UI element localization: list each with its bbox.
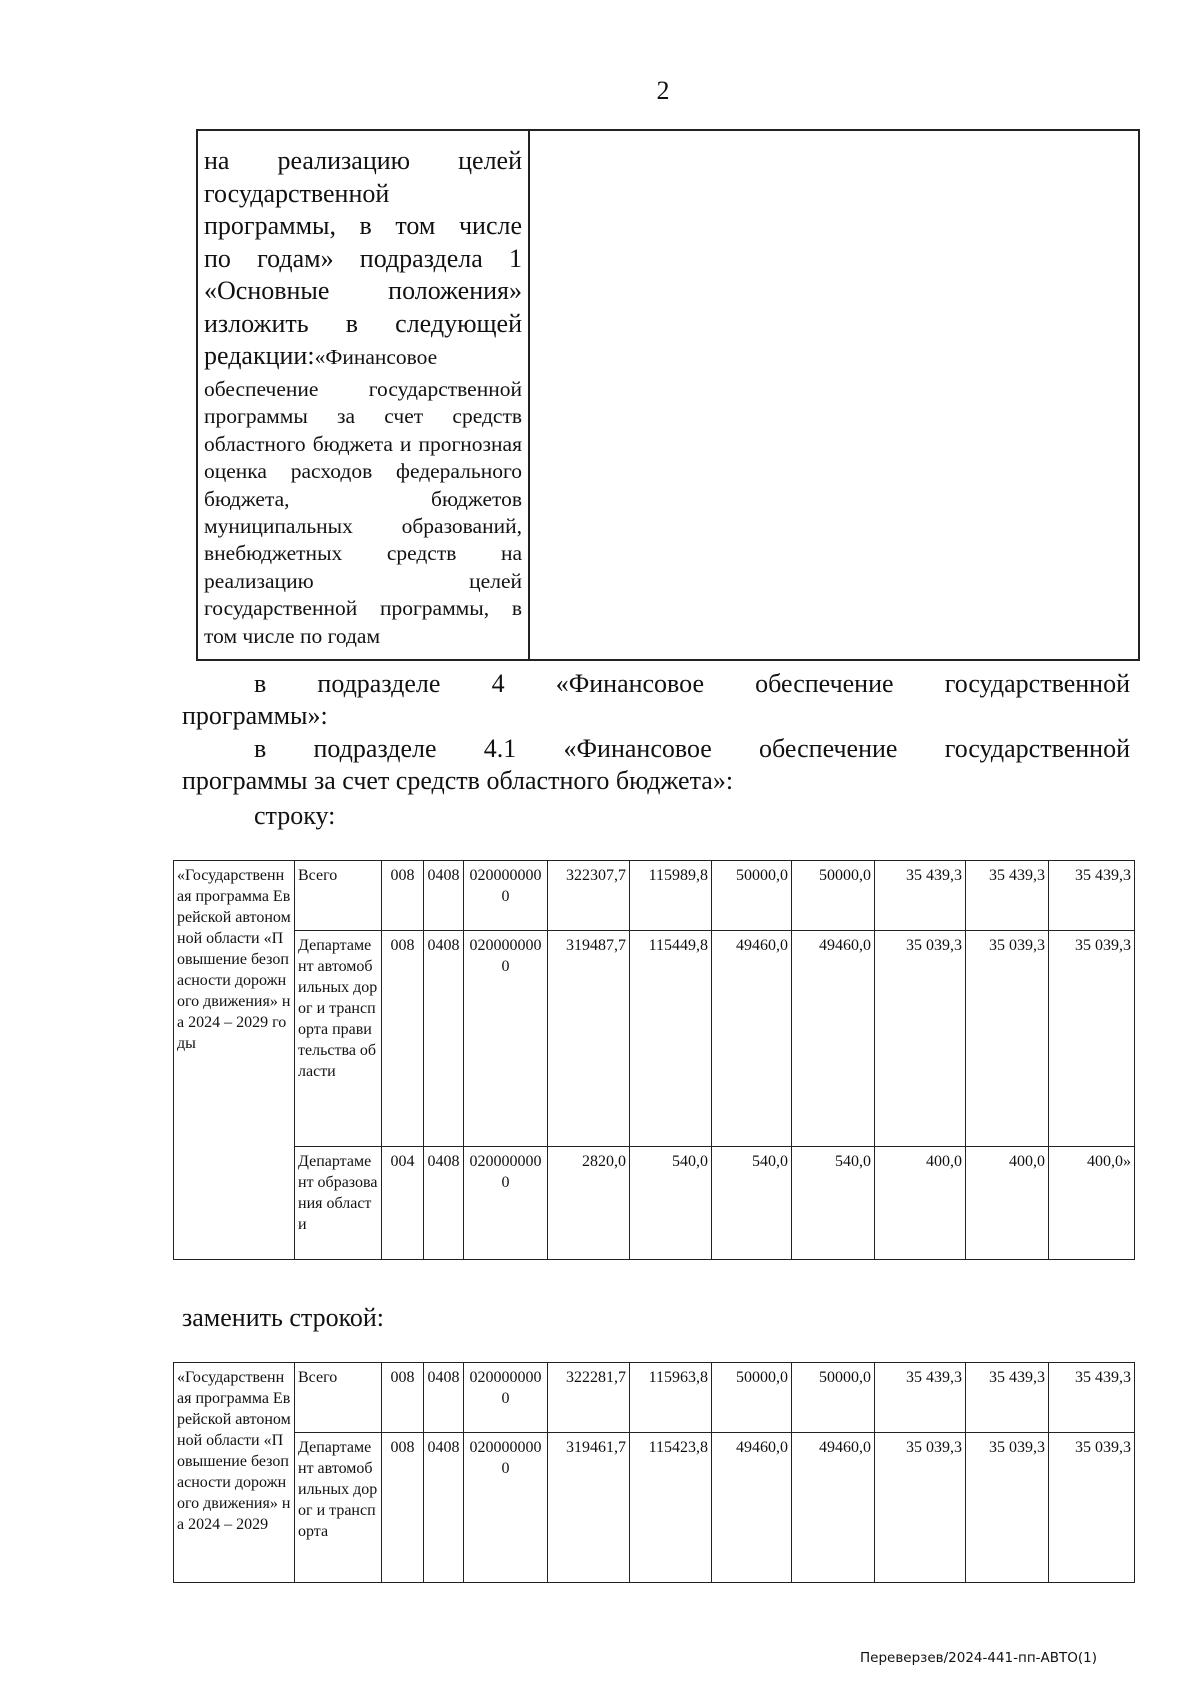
csr-cell: 0200000000 bbox=[464, 1147, 548, 1260]
paragraph-subsection-4-1 bbox=[182, 733, 1130, 797]
document-footer-id: Переверзев/2024-441-пп-АВТО(1) bbox=[860, 1650, 1098, 1666]
y2027-cell: 35 039,3 bbox=[875, 931, 966, 1147]
paragraph-2-line-2: программы за счет средств областного бюджета»: bbox=[182, 766, 734, 795]
exec-cell: Департамент автомобильных дорог и транспорта правительства области bbox=[295, 931, 382, 1147]
y2028-cell: 35 039,3 bbox=[966, 1433, 1049, 1583]
paragraph-1-line-1: в подразделе 4 «Финансовое обеспечение государственной bbox=[254, 669, 1130, 698]
csr-cell: 0200000000 bbox=[464, 1363, 548, 1433]
y2025-cell: 49460,0 bbox=[712, 1433, 792, 1583]
y2027-cell: 35 439,3 bbox=[875, 1363, 966, 1433]
top-table-right-cell bbox=[530, 131, 1138, 659]
total-cell: 322281,7 bbox=[548, 1363, 630, 1433]
top-line-4: по годам» подраздела 1 bbox=[204, 243, 522, 273]
table-row bbox=[174, 1433, 1135, 1583]
paragraph-subsection-4 bbox=[182, 668, 1130, 732]
grbs-cell: 004 bbox=[382, 1147, 424, 1260]
page-number: 2 bbox=[656, 76, 670, 105]
csr-cell: 0200000000 bbox=[464, 931, 548, 1147]
grbs-cell: 008 bbox=[382, 1433, 424, 1583]
grbs-cell: 008 bbox=[382, 931, 424, 1147]
y2024-cell: 115423,8 bbox=[630, 1433, 712, 1583]
rz-cell: 0408 bbox=[424, 861, 464, 931]
replace-text: заменить строкой: bbox=[182, 1303, 385, 1332]
y2029-cell: 400,0» bbox=[1049, 1147, 1135, 1260]
top-table bbox=[196, 129, 1140, 661]
top-line-6: изложить в следующей bbox=[204, 308, 522, 338]
table-row bbox=[174, 931, 1135, 1147]
exec-cell: Всего bbox=[295, 861, 382, 931]
y2026-cell: 50000,0 bbox=[792, 861, 875, 931]
csr-cell: 0200000000 bbox=[464, 861, 548, 931]
y2029-cell: 35 039,3 bbox=[1049, 931, 1135, 1147]
paragraph-replace bbox=[182, 1302, 1130, 1334]
top-table-left-cell bbox=[198, 131, 530, 659]
table-row bbox=[174, 1147, 1135, 1260]
paragraph-3: строку: bbox=[254, 801, 336, 830]
rz-cell: 0408 bbox=[424, 1147, 464, 1260]
y2025-cell: 49460,0 bbox=[712, 931, 792, 1147]
y2026-cell: 540,0 bbox=[792, 1147, 875, 1260]
paragraph-1-line-2: программы»: bbox=[182, 701, 328, 730]
y2024-cell: 115963,8 bbox=[630, 1363, 712, 1433]
rz-cell: 0408 bbox=[424, 1433, 464, 1583]
y2028-cell: 400,0 bbox=[966, 1147, 1049, 1260]
y2028-cell: 35 439,3 bbox=[966, 1363, 1049, 1433]
table-old-row bbox=[173, 860, 1135, 1260]
top-line-5: «Основные положения» bbox=[204, 276, 522, 305]
table-new-row bbox=[173, 1362, 1135, 1583]
paragraph-2-line-1: в подразделе 4.1 «Финансовое обеспечение государственной bbox=[254, 734, 1130, 763]
y2026-cell: 49460,0 bbox=[792, 1433, 875, 1583]
y2024-cell: 115989,8 bbox=[630, 861, 712, 931]
grbs-cell: 008 bbox=[382, 1363, 424, 1433]
exec-cell: Департамент образования области bbox=[295, 1147, 382, 1260]
top-line-1: на реализацию целей bbox=[204, 146, 522, 175]
grbs-cell: 008 bbox=[382, 861, 424, 931]
y2029-cell: 35 439,3 bbox=[1049, 861, 1135, 931]
program-name-cell: «Государственная программа Еврейской автономной области «Повышение безопасности дорожного движения» на 2024 – 2029 годы bbox=[174, 861, 295, 1260]
y2026-cell: 49460,0 bbox=[792, 931, 875, 1147]
exec-cell: Департамент автомобильных дорог и транспорта bbox=[295, 1433, 382, 1583]
y2024-cell: 115449,8 bbox=[630, 931, 712, 1147]
y2027-cell: 35 439,3 bbox=[875, 861, 966, 931]
table-row bbox=[174, 861, 1135, 931]
y2026-cell: 50000,0 bbox=[792, 1363, 875, 1433]
y2028-cell: 35 039,3 bbox=[966, 931, 1049, 1147]
csr-cell: 0200000000 bbox=[464, 1433, 548, 1583]
table-row bbox=[174, 1363, 1135, 1433]
top-small-text: обеспечение государственной программы за счет средств областного бюджета и прогнозная оценка расходов федерального бюджета, бюджетов муниципальных образований, внебюджетных средств на реализацию целей государственной программы, в том числе по годам bbox=[204, 377, 522, 648]
y2025-cell: 540,0 bbox=[712, 1147, 792, 1260]
top-line-7: редакции:«Финансовое bbox=[204, 341, 438, 370]
y2025-cell: 50000,0 bbox=[712, 861, 792, 931]
total-cell: 319487,7 bbox=[548, 931, 630, 1147]
rz-cell: 0408 bbox=[424, 1363, 464, 1433]
paragraph-row bbox=[182, 800, 1130, 832]
y2024-cell: 540,0 bbox=[630, 1147, 712, 1260]
y2029-cell: 35 439,3 bbox=[1049, 1363, 1135, 1433]
y2027-cell: 400,0 bbox=[875, 1147, 966, 1260]
top-line-2: государственной bbox=[204, 178, 390, 208]
rz-cell: 0408 bbox=[424, 931, 464, 1147]
total-cell: 322307,7 bbox=[548, 861, 630, 931]
program-name-cell: «Государственная программа Еврейской автономной области «Повышение безопасности дорожного движения» на 2024 – 2029 bbox=[174, 1363, 295, 1583]
y2027-cell: 35 039,3 bbox=[875, 1433, 966, 1583]
y2028-cell: 35 439,3 bbox=[966, 861, 1049, 931]
exec-cell: Всего bbox=[295, 1363, 382, 1433]
total-cell: 2820,0 bbox=[548, 1147, 630, 1260]
total-cell: 319461,7 bbox=[548, 1433, 630, 1583]
y2029-cell: 35 039,3 bbox=[1049, 1433, 1135, 1583]
top-line-3: программы, в том числе bbox=[204, 211, 522, 240]
y2025-cell: 50000,0 bbox=[712, 1363, 792, 1433]
